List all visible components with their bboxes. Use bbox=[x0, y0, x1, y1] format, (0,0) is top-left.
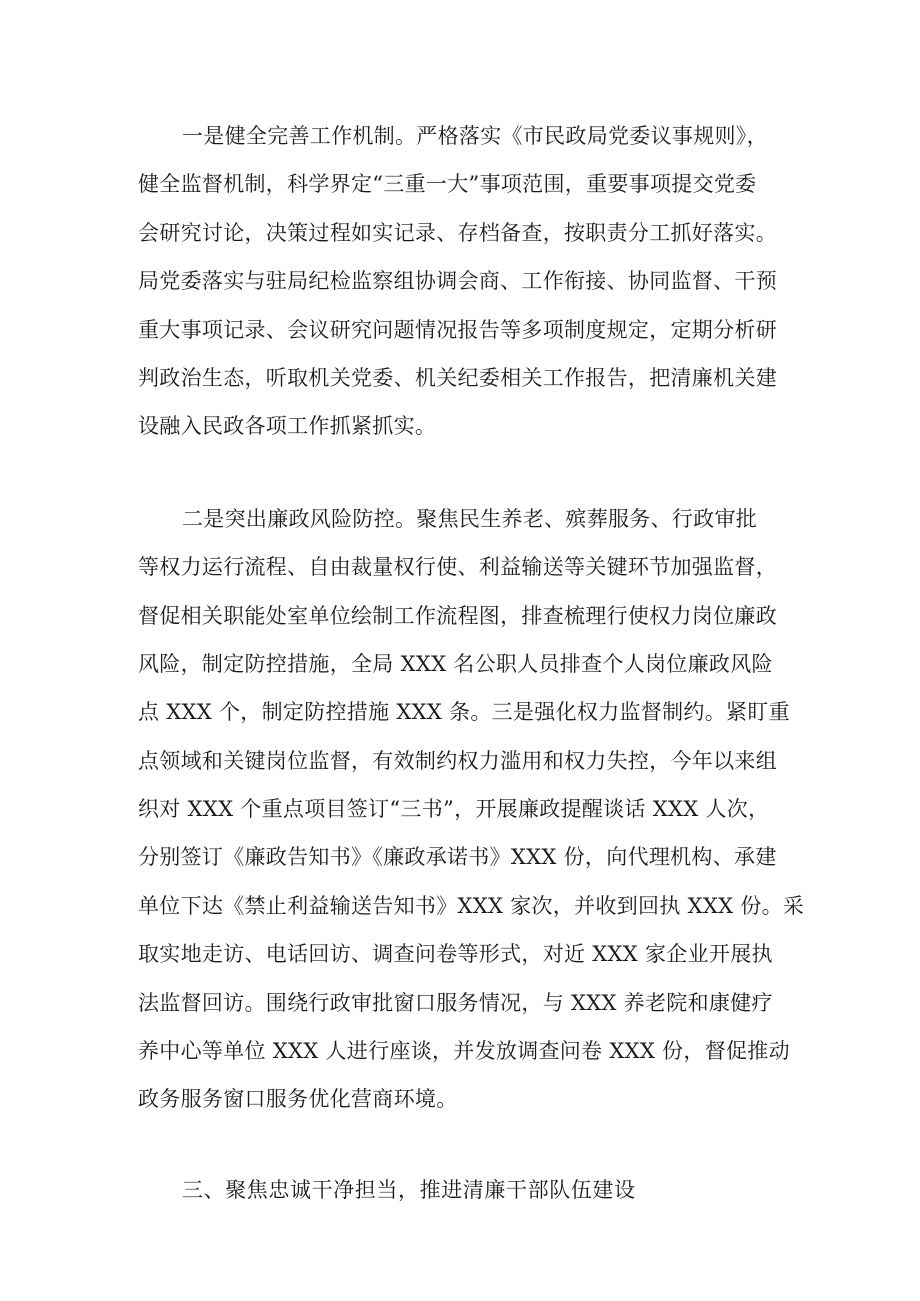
paragraph-line: 分别签订《廉政告知书》《廉政承诺书》XXX 份，向代理机构、承建 bbox=[138, 845, 777, 870]
paragraph-line: 政务服务窗口服务优化营商环境。 bbox=[138, 1087, 458, 1112]
paragraph-line: 判政治生态，听取机关党委、机关纪委相关工作报告，把清廉机关建 bbox=[138, 365, 777, 390]
paragraph-line: 织对 XXX 个重点项目签订“三书”，开展廉政提醒谈话 XXX 人次， bbox=[138, 797, 770, 822]
paragraph-spacer bbox=[138, 451, 786, 495]
paragraph-line: 会研究讨论，决策过程如实记录、存档备查，按职责分工抓好落实。 bbox=[138, 220, 777, 245]
paragraph-line: 等权力运行流程、自由裁量权行使、利益输送等关键环节加强监督， bbox=[138, 555, 777, 580]
section-heading-text: 三、聚焦忠诚干净担当，推进清廉干部队伍建设 bbox=[182, 1177, 636, 1202]
paragraph-line: 二是突出廉政风险防控。聚焦民生养老、殡葬服务、行政审批 bbox=[182, 506, 758, 531]
paragraph-line: 养中心等单位 XXX 人进行座谈，并发放调查问卷 XXX 份，督促推动 bbox=[138, 1039, 790, 1064]
paragraph-line: 点 XXX 个，制定防控措施 XXX 条。三是强化权力监督制约。紧盯重 bbox=[138, 700, 790, 725]
paragraph-line: 健全监督机制，科学界定“三重一大”事项范围，重要事项提交党委 bbox=[138, 172, 757, 197]
paragraph-risk-control bbox=[138, 495, 805, 1124]
section-heading bbox=[138, 1166, 786, 1214]
paragraph-line: 单位下达《禁止利益输送告知书》XXX 家次，并收到回执 XXX 份。采 bbox=[138, 893, 805, 918]
paragraph-line: 设融入民政各项工作抓紧抓实。 bbox=[138, 414, 437, 439]
paragraph-line: 法监督回访。围绕行政审批窗口服务情况，与 XXX 养老院和康健疗 bbox=[138, 990, 773, 1015]
paragraph-line: 督促相关职能处室单位绘制工作流程图，排查梳理行使权力岗位廉政 bbox=[138, 603, 777, 628]
paragraph-line: 局党委落实与驻局纪检监察组协调会商、工作衔接、协同监督、干预 bbox=[138, 269, 777, 294]
paragraph-line: 一是健全完善工作机制。严格落实《市民政局党委议事规则》， bbox=[182, 124, 768, 148]
paragraph-line: 取实地走访、电话回访、调查问卷等形式，对近 XXX 家企业开展执 bbox=[138, 942, 773, 967]
document-body bbox=[138, 112, 805, 1214]
paragraph-line: 重大事项记录、会议研究问题情况报告等多项制度规定，定期分析研 bbox=[138, 317, 777, 342]
paragraph-line: 点领域和关键岗位监督，有效制约权力滥用和权力失控，今年以来组 bbox=[138, 748, 777, 773]
paragraph-spacer bbox=[138, 1124, 786, 1166]
paragraph-work-mechanism bbox=[138, 112, 786, 451]
paragraph-line: 风险，制定防控措施，全局 XXX 名公职人员排查个人岗位廉政风险 bbox=[138, 651, 773, 676]
